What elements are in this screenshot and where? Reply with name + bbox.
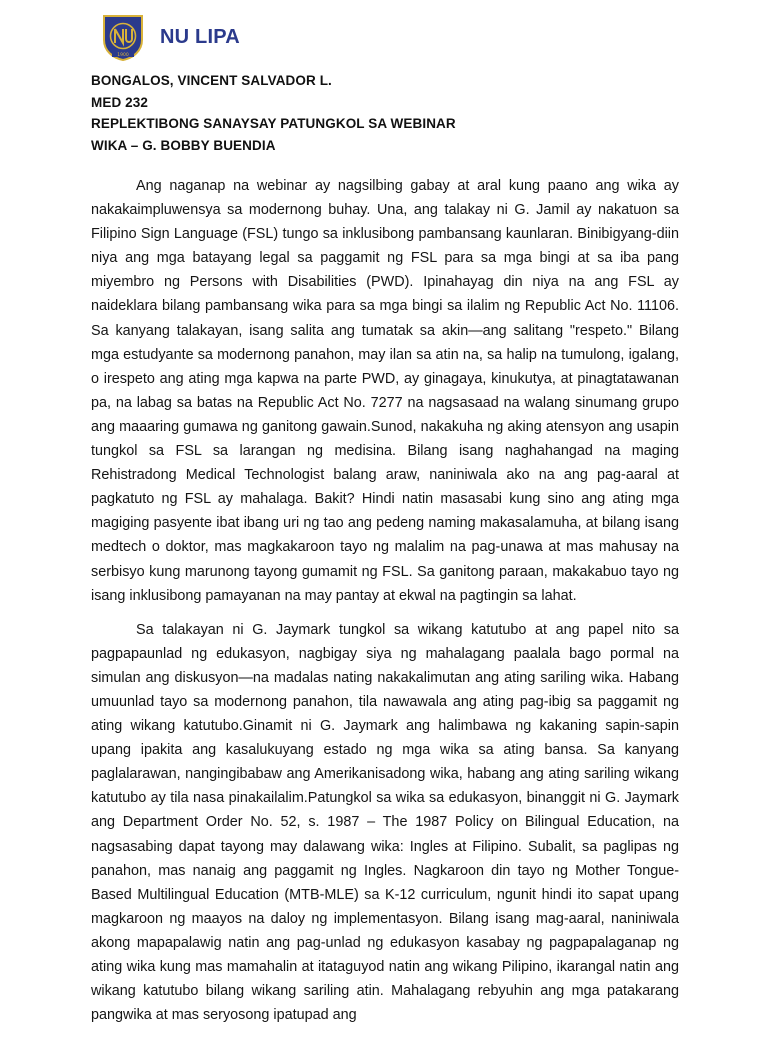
author-name: BONGALOS, VINCENT SALVADOR L.: [91, 73, 332, 88]
essay-body: [91, 174, 679, 1037]
document-header: [91, 70, 691, 157]
nu-lipa-seal-icon: [98, 12, 148, 62]
brand-name: NU LIPA: [160, 25, 240, 48]
paragraph: Ang naganap na webinar ay nagsilbing gabay at aral kung paano ang wika ay nakakaimpluwensya sa modernong buhay. Una, ang talakay ni G. Jamil ay nakatuon sa Filipino Sign Language (FSL) tungo sa inklusibong pambansang kaunlaran. Binibigyang-diin niya ang mga batayang legal sa paggamit ng FSL para sa mga bingi at sa iba pang miyembro ng Persons with Disabilities (PWD). Ipinahayag din niya na ang FSL ay naideklara bilang pambansang wika para sa mga bingi sa ilalim ng Republic Act No. 11106. Sa kanyang talakayan, isang salita ang tumatak sa akin—ang salitang "respeto." Bilang mga estudyante sa modernong panahon, may ilan sa atin na, sa halip na tumulong, igalang, o irespeto ang ating mga kapwa na parte PWD, ay ginagaya, kinukutya, at pinagtatawanan pa, na labag sa batas na Republic Act No. 7277 na nagsasaad na walang sinumang grupo ang maaaring gumawa ng ganitong gawain.Sunod, nakakuha ng aking atensyon ang usapin tungkol sa FSL sa larangan ng medisina. Bilang isang naghahangad na maging Rehistradong Medical Technologist balang araw, naniniwala ako na ang pag-aaral at pagkatuto ng FSL ay mahalaga. Bakit? Hindi natin masasabi kung sino ang ating mga magiging pasyente ibat ibang uri ng tao ang pedeng naming makasalamuha, at bilang isang medtech o doktor, mas magkakaroon tayo ng malalim na pag-unawa at mas mahusay na serbisyo kung marunong tayong gumamit ng FSL. Sa ganitong paraan, makakabuo tayo ng isang inklusibong pamayanan na may pantay at ekwal na pagtingin sa lahat.: [91, 178, 679, 604]
essay-subtitle: WIKA – G. BOBBY BUENDIA: [91, 138, 276, 154]
seal-year: 1900: [117, 53, 129, 58]
essay-title: REPLEKTIBONG SANAYSAY PATUNGKOL SA WEBINAR: [91, 116, 456, 132]
logo-block: [98, 12, 240, 62]
paragraph: Sa talakayan ni G. Jaymark tungkol sa wikang katutubo at ang papel nito sa pagpapaunlad ng edukasyon, nagbigay siya ng mahalagang paalala bago pormal na simulan ang diskusyon—na madalas nating nakakalimutan ang ating sariling wika. Habang umuunlad tayo sa modernong panahon, tila nawawala ang ating pag-ibig sa paggamit ng ating wikang katutubo.Ginamit ni G. Jaymark ang halimbawa ng kakaning sapin-sapin upang ipakita ang kasalukuyang estado ng mga wika sa ating bansa. Sa kanyang paglalarawan, nangingibabaw ang Amerikanisadong wika, habang ang ating sariling wikang katutubo ay tila nasa pinakailalim.Patungkol sa wika sa edukasyon, binanggit ni G. Jaymark ang Department Order No. 52, s. 1987 – The 1987 Policy on Bilingual Education, na nagsasabing dapat tayong may dalawang wika: Ingles at Filipino. Subalit, sa paglipas ng panahon, mas nanaig ang paggamit ng Ingles. Nagkaroon din tayo ng Mother Tongue-Based Multilingual Education (MTB-MLE) sa K-12 curriculum, ngunit hindi ito sapat upang magkaroon ng maayos na daloy ng implementasyon. Bilang isang mag-aaral, naniniwala akong mapapalawig natin ang pag-unlad ng edukasyon kasabay ng pagpapalaganap ng ating wika kung mas mamahalin at itataguyod natin ang wikang Pilipino, ikarangal natin ang wikang katutubo bilang wikang sariling atin. Mahalagang rebyuhin ang mga patakarang pangwika at mas seryosong ipatupad ang: [91, 621, 679, 1024]
course-code: MED 232: [91, 94, 148, 110]
